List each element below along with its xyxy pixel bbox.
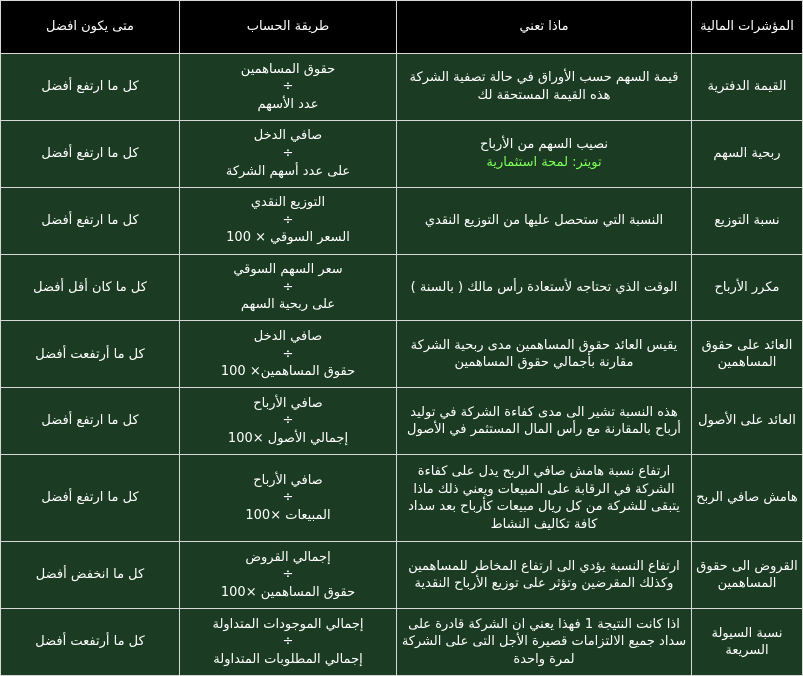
- divide-sign: ÷: [282, 413, 294, 429]
- indicator-meaning: اذا كانت النتيجة 1 فهذا يعني ان الشركة قادرة على سداد جميع الالتزامات قصيرة الأجل التى على الشركة لمرة واحدة: [397, 609, 692, 676]
- indicator-name: العائد على الأصول: [692, 388, 803, 455]
- header-meaning: ماذا تعني: [397, 1, 692, 54]
- when-better: كل ما ارتفع أفضل: [1, 120, 180, 187]
- meaning-text: نصيب السهم من الأرباح: [480, 137, 608, 153]
- numerator: صافي الدخل: [253, 328, 323, 344]
- when-better: كل ما ارتفع أفضل: [1, 388, 180, 455]
- calc-formula: [180, 54, 397, 121]
- calc-formula: [180, 455, 397, 542]
- indicator-meaning: ارتفاع النسبة يؤدي الى ارتفاع المخاطر للمساهمين وكذلك المقرضين وتؤثر على توزيع الأرباح النقدية: [397, 542, 692, 609]
- table-row: [1, 54, 803, 121]
- table-row: [1, 388, 803, 455]
- numerator: التوزيع النقدي: [250, 195, 326, 211]
- divide-sign: ÷: [282, 279, 294, 295]
- numerator: إجمالي الموجودات المتداولة: [212, 616, 364, 632]
- indicator-name: العائد على حقوق المساهمين: [692, 321, 803, 388]
- divide-sign: ÷: [282, 145, 294, 161]
- divide-sign: ÷: [282, 346, 294, 362]
- numerator: صافي الأرباح: [253, 472, 323, 488]
- denominator: على عدد أسهم الشركة: [225, 163, 351, 179]
- numerator: إجمالي القروض: [245, 549, 331, 565]
- calc-formula: [180, 187, 397, 254]
- divide-sign: ÷: [282, 212, 294, 228]
- indicator-meaning: النسبة التي ستحصل عليها من التوزيع النقدي: [397, 187, 692, 254]
- numerator: سعر السهم السوقي: [233, 262, 343, 278]
- indicator-meaning: يقيس العائد حقوق المساهمين مدى ربحية الشركة مقارنة بأجمالي حقوق المساهمين: [397, 321, 692, 388]
- divide-sign: ÷: [282, 79, 294, 95]
- denominator: إجمالي الأصول ×100: [227, 430, 349, 446]
- indicator-name: ربحية السهم: [692, 120, 803, 187]
- calc-formula: [180, 609, 397, 676]
- calc-formula: [180, 254, 397, 321]
- table-row: [1, 187, 803, 254]
- numerator: صافي الأرباح: [253, 395, 323, 411]
- calc-formula: [180, 321, 397, 388]
- when-better: كل ما انخفض أفضل: [1, 542, 180, 609]
- when-better: كل ما ارتفع أفضل: [1, 54, 180, 121]
- table-row: [1, 120, 803, 187]
- header-when-better: متى يكون افضل: [1, 1, 180, 54]
- indicator-name: مكرر الأرباح: [692, 254, 803, 321]
- divide-sign: ÷: [282, 490, 294, 506]
- header-row: [1, 1, 803, 54]
- denominator: على ربحية السهم: [240, 297, 336, 313]
- indicator-meaning: قيمة السهم حسب الأوراق في حالة تصفية الشركة هذه القيمة المستحقة لك: [397, 54, 692, 121]
- denominator: حقوق المساهمين ×100: [220, 584, 356, 600]
- when-better: كل ما ارتفع أفضل: [1, 187, 180, 254]
- denominator: إجمالي المطلوبات المتداولة: [213, 651, 363, 667]
- when-better: كل ما أرتفعت أفضل: [1, 609, 180, 676]
- when-better: كل ما ارتفع أفضل: [1, 455, 180, 542]
- header-calc: طريقة الحساب: [180, 1, 397, 54]
- header-indicator: المؤشرات المالية: [692, 1, 803, 54]
- table-row: [1, 321, 803, 388]
- calc-formula: [180, 388, 397, 455]
- table-row: [1, 455, 803, 542]
- divide-sign: ÷: [282, 567, 294, 583]
- indicator-meaning: هذه النسبة تشير الى مدى كفاءة الشركة في توليد أرباح بالمقارنة مع رأس المال المستثمر في الأصول: [397, 388, 692, 455]
- indicator-name: نسبة التوزيع: [692, 187, 803, 254]
- denominator: عدد الأسهم: [257, 96, 319, 112]
- denominator: حقوق المساهمين× 100: [220, 364, 356, 380]
- numerator: حقوق المساهمين: [240, 61, 336, 77]
- indicator-meaning: [397, 120, 692, 187]
- calc-formula: [180, 542, 397, 609]
- denominator: المبيعات ×100: [245, 507, 331, 523]
- divide-sign: ÷: [282, 634, 294, 650]
- calc-formula: [180, 120, 397, 187]
- source-note: تويتر: لمحة استثمارية: [486, 154, 602, 170]
- denominator: السعر السوقي × 100: [226, 230, 350, 246]
- table-row: [1, 254, 803, 321]
- indicator-name: نسبة السيولة السريعة: [692, 609, 803, 676]
- table-row: [1, 609, 803, 676]
- when-better: كل ما أرتفعت أفضل: [1, 321, 180, 388]
- indicator-name: القيمة الدفترية: [692, 54, 803, 121]
- indicator-name: هامش صافي الربح: [692, 455, 803, 542]
- indicator-meaning: ارتفاع نسبة هامش صافي الربح يدل على كفاءة الشركة في الرقابة على المبيعات ويعني ذلك ماذا يتبقى للشركة من كل ريال مبيعات كأرباح بعد سداد كافة تكاليف النشاط: [397, 455, 692, 542]
- numerator: صافي الدخل: [253, 128, 323, 144]
- table-row: [1, 542, 803, 609]
- indicator-name: القروض الى حقوق المساهمين: [692, 542, 803, 609]
- when-better: كل ما كان أقل أفضل: [1, 254, 180, 321]
- indicator-meaning: الوقت الذي تحتاجه لأستعادة رأس مالك ( بالسنة ): [397, 254, 692, 321]
